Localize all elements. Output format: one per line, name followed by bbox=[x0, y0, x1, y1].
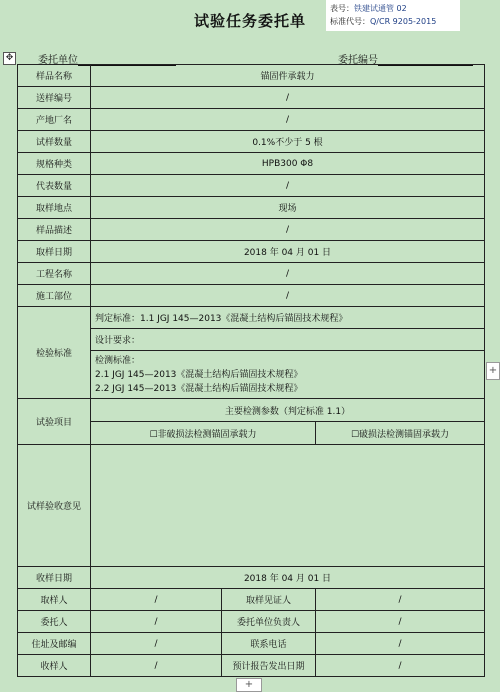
report-date-label: 预计报告发出日期 bbox=[222, 655, 316, 677]
sample-name-label: 样品名称 bbox=[18, 65, 91, 87]
add-row-icon[interactable]: + bbox=[236, 678, 262, 692]
phone-label: 联系电话 bbox=[222, 633, 316, 655]
acceptance-value[interactable] bbox=[91, 445, 485, 567]
table-row bbox=[18, 131, 485, 153]
receiver-label: 收样人 bbox=[18, 655, 91, 677]
table-row bbox=[18, 219, 485, 241]
test-standard-cell[interactable] bbox=[91, 351, 485, 399]
table-row bbox=[18, 263, 485, 285]
client-head-label: 委托单位负责人 bbox=[222, 611, 316, 633]
phone-value[interactable]: / bbox=[316, 633, 485, 655]
form-no-label: 表号： bbox=[330, 4, 354, 13]
witness-label: 取样见证人 bbox=[222, 589, 316, 611]
table-row bbox=[18, 241, 485, 263]
delivery-no-value[interactable]: / bbox=[91, 87, 485, 109]
receive-date-label: 收样日期 bbox=[18, 567, 91, 589]
client-label: 委托单位 bbox=[38, 55, 78, 66]
test-standard-line: 2.2 JGJ 145—2013《混凝土结构后锚固技术规程》 bbox=[95, 383, 303, 394]
table-row bbox=[18, 655, 485, 677]
project-value[interactable]: / bbox=[91, 263, 485, 285]
test-items-label: 试验项目 bbox=[18, 399, 91, 445]
destructive-checkbox[interactable]: ☐破损法检测锚固承载力 bbox=[316, 422, 485, 445]
receive-date-value[interactable]: 2018 年 04 月 01 日 bbox=[91, 567, 485, 589]
site-label: 施工部位 bbox=[18, 285, 91, 307]
acceptance-label: 试样验收意见 bbox=[18, 445, 91, 567]
table-row bbox=[18, 307, 485, 329]
table-row bbox=[18, 445, 485, 567]
add-column-icon[interactable]: + bbox=[486, 362, 500, 380]
form-info-box bbox=[326, 0, 460, 31]
report-date-value[interactable]: / bbox=[316, 655, 485, 677]
table-row bbox=[18, 611, 485, 633]
sampler-value[interactable]: / bbox=[91, 589, 222, 611]
std-code-value: Q/CR 9205-2015 bbox=[370, 17, 437, 26]
sample-date-label: 取样日期 bbox=[18, 241, 91, 263]
form-no-value: 铁建试通管 02 bbox=[354, 4, 407, 13]
table-row bbox=[18, 197, 485, 219]
project-label: 工程名称 bbox=[18, 263, 91, 285]
test-standard-line: 2.1 JGJ 145—2013《混凝土结构后锚固技术规程》 bbox=[95, 369, 303, 380]
rep-qty-value[interactable]: / bbox=[91, 175, 485, 197]
location-label: 取样地点 bbox=[18, 197, 91, 219]
sample-qty-value[interactable]: 0.1%不少于 5 根 bbox=[91, 131, 485, 153]
std-code-label: 标准代号： bbox=[330, 17, 370, 26]
table-row bbox=[18, 65, 485, 87]
manufacturer-value[interactable]: / bbox=[91, 109, 485, 131]
test-standard-title: 检测标准： bbox=[95, 355, 141, 366]
sample-date-value[interactable]: 2018 年 04 月 01 日 bbox=[91, 241, 485, 263]
client-head-value[interactable]: / bbox=[316, 611, 485, 633]
table-row bbox=[18, 87, 485, 109]
site-value[interactable]: / bbox=[91, 285, 485, 307]
rep-qty-label: 代表数量 bbox=[18, 175, 91, 197]
manufacturer-label: 产地厂名 bbox=[18, 109, 91, 131]
move-anchor-icon[interactable]: ✥ bbox=[3, 52, 16, 65]
table-row bbox=[18, 285, 485, 307]
table-row bbox=[18, 633, 485, 655]
address-label: 住址及邮编 bbox=[18, 633, 91, 655]
non-destructive-checkbox[interactable]: ☐非破损法检测锚固承载力 bbox=[91, 422, 316, 445]
commission-form-table bbox=[17, 64, 485, 677]
description-value[interactable]: / bbox=[91, 219, 485, 241]
witness-value[interactable]: / bbox=[316, 589, 485, 611]
table-row bbox=[18, 175, 485, 197]
table-row bbox=[18, 567, 485, 589]
sample-qty-label: 试样数量 bbox=[18, 131, 91, 153]
design-requirement[interactable]: 设计要求： bbox=[91, 329, 485, 351]
spec-value[interactable]: HPB300 Φ8 bbox=[91, 153, 485, 175]
sampler-label: 取样人 bbox=[18, 589, 91, 611]
delivery-no-label: 送样编号 bbox=[18, 87, 91, 109]
table-row bbox=[18, 153, 485, 175]
standard-label: 检验标准 bbox=[18, 307, 91, 399]
description-label: 样品描述 bbox=[18, 219, 91, 241]
table-row bbox=[18, 109, 485, 131]
spec-label: 规格种类 bbox=[18, 153, 91, 175]
client-person-label: 委托人 bbox=[18, 611, 91, 633]
table-row bbox=[18, 399, 485, 422]
client-person-value[interactable]: / bbox=[91, 611, 222, 633]
sample-name-value[interactable]: 锚固件承载力 bbox=[91, 65, 485, 87]
main-params: 主要检测参数（判定标准 1.1） bbox=[91, 399, 485, 422]
table-row bbox=[18, 589, 485, 611]
judge-standard[interactable]: 判定标准：1.1 JGJ 145—2013《混凝土结构后锚固技术规程》 bbox=[91, 307, 485, 329]
address-value[interactable]: / bbox=[91, 633, 222, 655]
page-title: 试验任务委托单 bbox=[193, 12, 306, 30]
commission-label: 委托编号 bbox=[338, 55, 378, 66]
location-value[interactable]: 现场 bbox=[91, 197, 485, 219]
receiver-value[interactable]: / bbox=[91, 655, 222, 677]
